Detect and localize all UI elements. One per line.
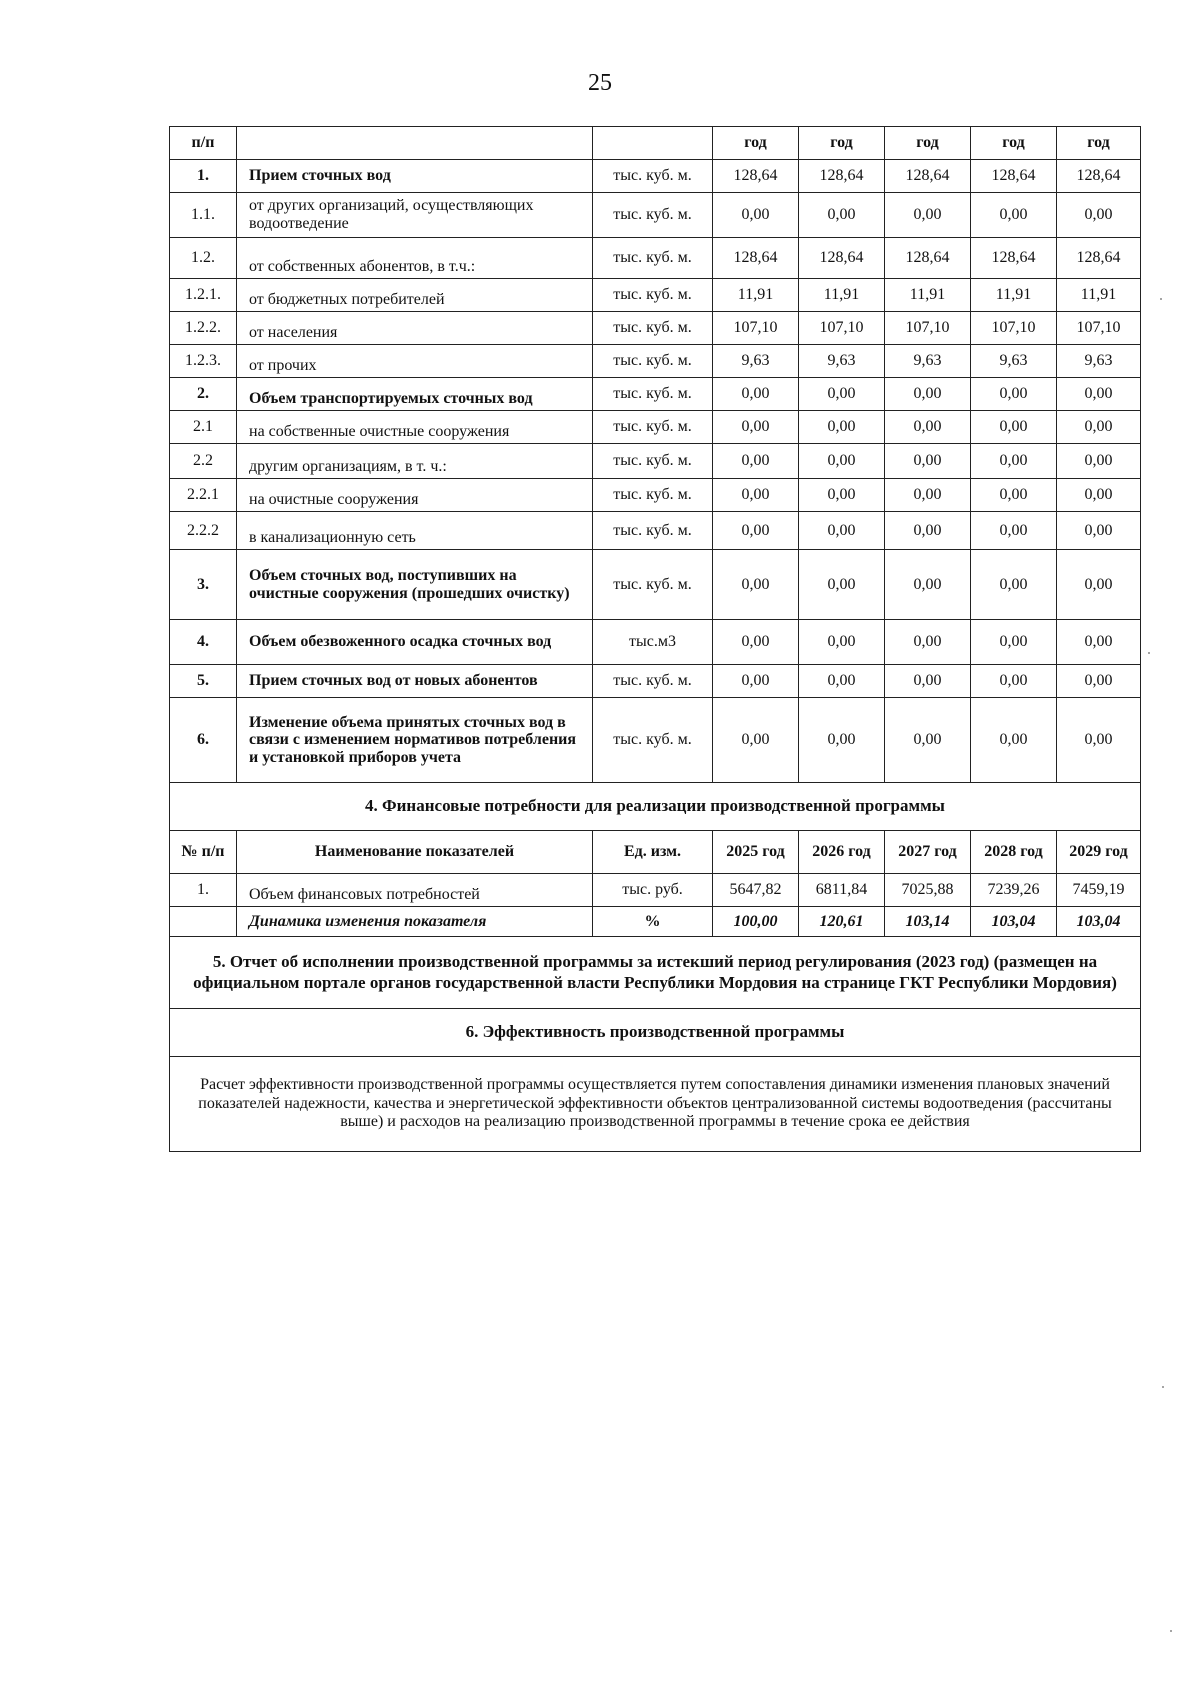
row-value: 0,00 (885, 479, 971, 512)
header-year: год (971, 127, 1057, 160)
row-value: 0,00 (885, 665, 971, 698)
row-value: 5647,82 (713, 874, 799, 907)
row-value: 0,00 (713, 550, 799, 620)
table-row (170, 479, 1141, 512)
row-name: на собственные очистные сооружения (237, 411, 593, 444)
row-value: 0,00 (713, 444, 799, 479)
row-value: 0,00 (1057, 444, 1141, 479)
row-value: 0,00 (799, 620, 885, 665)
row-value: 100,00 (713, 907, 799, 937)
table-row (170, 312, 1141, 345)
row-value: 11,91 (971, 279, 1057, 312)
scan-speck (1162, 1386, 1164, 1388)
row-value: 128,64 (713, 238, 799, 279)
section-5-row (170, 937, 1141, 1009)
row-unit: тыс. куб. м. (593, 345, 713, 378)
row-value: 0,00 (971, 550, 1057, 620)
section-4-title-row (170, 783, 1141, 831)
row-name: в канализационную сеть (237, 512, 593, 550)
row-number: 1.2. (170, 238, 237, 279)
production-program-table (169, 126, 1141, 1152)
row-value: 128,64 (1057, 238, 1141, 279)
row-value: 0,00 (1057, 698, 1141, 783)
row-value: 0,00 (1057, 479, 1141, 512)
row-unit: тыс. куб. м. (593, 160, 713, 193)
row-unit: тыс. куб. м. (593, 193, 713, 238)
row-value: 6811,84 (799, 874, 885, 907)
row-name: Изменение объема принятых сточных вод в связи с изменением нормативов потребления и установкой приборов учета (237, 698, 593, 783)
section-6-title: 6. Эффективность производственной программы (170, 1009, 1141, 1057)
row-value: 7459,19 (1057, 874, 1141, 907)
row-value: 103,04 (971, 907, 1057, 937)
row-number: 3. (170, 550, 237, 620)
header-unit: Ед. изм. (593, 831, 713, 874)
table-row (170, 193, 1141, 238)
row-value: 103,04 (1057, 907, 1141, 937)
row-value: 0,00 (885, 620, 971, 665)
header-year: 2028 год (971, 831, 1057, 874)
row-value: 7025,88 (885, 874, 971, 907)
table-header-row (170, 127, 1141, 160)
row-value: 120,61 (799, 907, 885, 937)
row-name: от населения (237, 312, 593, 345)
row-number: 2.2.1 (170, 479, 237, 512)
row-value: 11,91 (713, 279, 799, 312)
header-unit (593, 127, 713, 160)
row-value: 0,00 (971, 444, 1057, 479)
row-value: 0,00 (885, 550, 971, 620)
header-name: Наименование показателей (237, 831, 593, 874)
row-name: Динамика изменения показателя (237, 907, 593, 937)
table-row (170, 665, 1141, 698)
row-unit: тыс. куб. м. (593, 411, 713, 444)
row-number: 1.2.3. (170, 345, 237, 378)
row-name: Прием сточных вод от новых абонентов (237, 665, 593, 698)
row-value: 0,00 (799, 512, 885, 550)
row-value: 107,10 (713, 312, 799, 345)
row-value: 0,00 (1057, 512, 1141, 550)
table-row (170, 345, 1141, 378)
row-number: 1.2.2. (170, 312, 237, 345)
row-value: 0,00 (971, 411, 1057, 444)
row-unit: тыс. куб. м. (593, 279, 713, 312)
row-value: 0,00 (885, 512, 971, 550)
row-number: 4. (170, 620, 237, 665)
row-name: Объем финансовых потребностей (237, 874, 593, 907)
row-value: 0,00 (971, 665, 1057, 698)
table-row (170, 698, 1141, 783)
table-row (170, 550, 1141, 620)
row-value: 0,00 (713, 378, 799, 411)
table-row (170, 907, 1141, 937)
row-value: 0,00 (885, 698, 971, 783)
row-value: 128,64 (971, 238, 1057, 279)
row-number: 1. (170, 160, 237, 193)
row-value: 128,64 (971, 160, 1057, 193)
row-value: 0,00 (971, 479, 1057, 512)
row-value: 9,63 (799, 345, 885, 378)
row-number: 6. (170, 698, 237, 783)
header-num: № п/п (170, 831, 237, 874)
row-number: 2.2 (170, 444, 237, 479)
row-unit: % (593, 907, 713, 937)
table-row (170, 512, 1141, 550)
header-year: год (799, 127, 885, 160)
row-unit: тыс. куб. м. (593, 550, 713, 620)
row-value: 0,00 (799, 378, 885, 411)
header-year: год (1057, 127, 1141, 160)
table-row (170, 279, 1141, 312)
row-value: 0,00 (713, 620, 799, 665)
row-value: 0,00 (885, 411, 971, 444)
row-unit: тыс. куб. м. (593, 312, 713, 345)
row-name: Объем сточных вод, поступивших на очистные сооружения (прошедших очистку) (237, 550, 593, 620)
scan-speck (1170, 1630, 1172, 1632)
row-value: 128,64 (799, 238, 885, 279)
section-4-header-row (170, 831, 1141, 874)
header-year: 2026 год (799, 831, 885, 874)
row-value: 0,00 (713, 665, 799, 698)
scan-speck (1148, 652, 1150, 654)
row-value: 0,00 (799, 193, 885, 238)
row-name: от бюджетных потребителей (237, 279, 593, 312)
row-value: 0,00 (799, 665, 885, 698)
section-5-title: 5. Отчет об исполнении производственной программы за истекший период регулирования (2023 год) (размещен на официальном портале органов государственной власти Республики Мордовия на странице ГКТ Республики Мордовия) (170, 937, 1141, 1009)
scan-speck (1160, 298, 1162, 300)
row-name: Объем транспортируемых сточных вод (237, 378, 593, 411)
row-number: 1.2.1. (170, 279, 237, 312)
row-name: от других организаций, осуществляющих водоотведение (237, 193, 593, 238)
header-year: 2025 год (713, 831, 799, 874)
row-value: 0,00 (885, 378, 971, 411)
row-value: 11,91 (1057, 279, 1141, 312)
row-value: 103,14 (885, 907, 971, 937)
row-value: 11,91 (799, 279, 885, 312)
row-number: 5. (170, 665, 237, 698)
row-value: 0,00 (799, 444, 885, 479)
row-value: 0,00 (713, 479, 799, 512)
table-row (170, 620, 1141, 665)
row-name: от собственных абонентов, в т.ч.: (237, 238, 593, 279)
row-value: 0,00 (1057, 411, 1141, 444)
page-number: 25 (588, 70, 612, 96)
table-row (170, 444, 1141, 479)
row-value: 9,63 (885, 345, 971, 378)
row-value: 0,00 (713, 411, 799, 444)
header-year: 2027 год (885, 831, 971, 874)
row-unit: тыс. куб. м. (593, 378, 713, 411)
row-value: 0,00 (971, 512, 1057, 550)
row-number (170, 907, 237, 937)
row-value: 0,00 (1057, 665, 1141, 698)
row-unit: тыс. руб. (593, 874, 713, 907)
table-row (170, 378, 1141, 411)
row-value: 107,10 (885, 312, 971, 345)
row-value: 0,00 (885, 444, 971, 479)
row-value: 7239,26 (971, 874, 1057, 907)
row-value: 128,64 (885, 160, 971, 193)
row-value: 107,10 (1057, 312, 1141, 345)
row-value: 9,63 (1057, 345, 1141, 378)
row-value: 0,00 (799, 698, 885, 783)
header-year: год (885, 127, 971, 160)
row-unit: тыс. куб. м. (593, 444, 713, 479)
row-value: 128,64 (1057, 160, 1141, 193)
row-value: 0,00 (1057, 193, 1141, 238)
header-year: год (713, 127, 799, 160)
row-unit: тыс. куб. м. (593, 512, 713, 550)
row-unit: тыс. куб. м. (593, 479, 713, 512)
table-row (170, 411, 1141, 444)
row-value: 0,00 (799, 479, 885, 512)
row-value: 107,10 (971, 312, 1057, 345)
row-unit: тыс. куб. м. (593, 665, 713, 698)
row-value: 0,00 (713, 512, 799, 550)
header-year: 2029 год (1057, 831, 1141, 874)
table-row (170, 238, 1141, 279)
section-6-text: Расчет эффективности производственной программы осуществляется путем сопоставления динамики изменения плановых значений показателей надежности, качества и энергетической эффективности объектов централизованной системы водоотведения (рассчитаны выше) и расходов на реализацию производственной программы в течение срока ее действия (170, 1057, 1141, 1152)
row-number: 1. (170, 874, 237, 907)
section-6-text-row (170, 1057, 1141, 1152)
section-4-title: 4. Финансовые потребности для реализации производственной программы (170, 783, 1141, 831)
row-value: 0,00 (799, 411, 885, 444)
row-unit: тыс. куб. м. (593, 698, 713, 783)
row-value: 0,00 (799, 550, 885, 620)
row-value: 0,00 (1057, 378, 1141, 411)
row-value: 0,00 (971, 193, 1057, 238)
row-name: на очистные сооружения (237, 479, 593, 512)
row-value: 107,10 (799, 312, 885, 345)
table-row (170, 874, 1141, 907)
row-value: 128,64 (885, 238, 971, 279)
row-value: 11,91 (885, 279, 971, 312)
row-name: Прием сточных вод (237, 160, 593, 193)
row-value: 9,63 (971, 345, 1057, 378)
row-number: 1.1. (170, 193, 237, 238)
row-number: 2. (170, 378, 237, 411)
row-value: 128,64 (713, 160, 799, 193)
row-number: 2.1 (170, 411, 237, 444)
header-name (237, 127, 593, 160)
row-unit: тыс.м3 (593, 620, 713, 665)
row-name: другим организациям, в т. ч.: (237, 444, 593, 479)
row-number: 2.2.2 (170, 512, 237, 550)
header-num: п/п (170, 127, 237, 160)
row-name: от прочих (237, 345, 593, 378)
row-value: 0,00 (971, 378, 1057, 411)
row-value: 0,00 (1057, 550, 1141, 620)
row-value: 0,00 (1057, 620, 1141, 665)
row-value: 0,00 (971, 698, 1057, 783)
row-value: 0,00 (713, 193, 799, 238)
row-name: Объем обезвоженного осадка сточных вод (237, 620, 593, 665)
row-unit: тыс. куб. м. (593, 238, 713, 279)
table-row (170, 160, 1141, 193)
section-6-title-row (170, 1009, 1141, 1057)
row-value: 0,00 (713, 698, 799, 783)
row-value: 0,00 (971, 620, 1057, 665)
row-value: 0,00 (885, 193, 971, 238)
row-value: 128,64 (799, 160, 885, 193)
row-value: 9,63 (713, 345, 799, 378)
